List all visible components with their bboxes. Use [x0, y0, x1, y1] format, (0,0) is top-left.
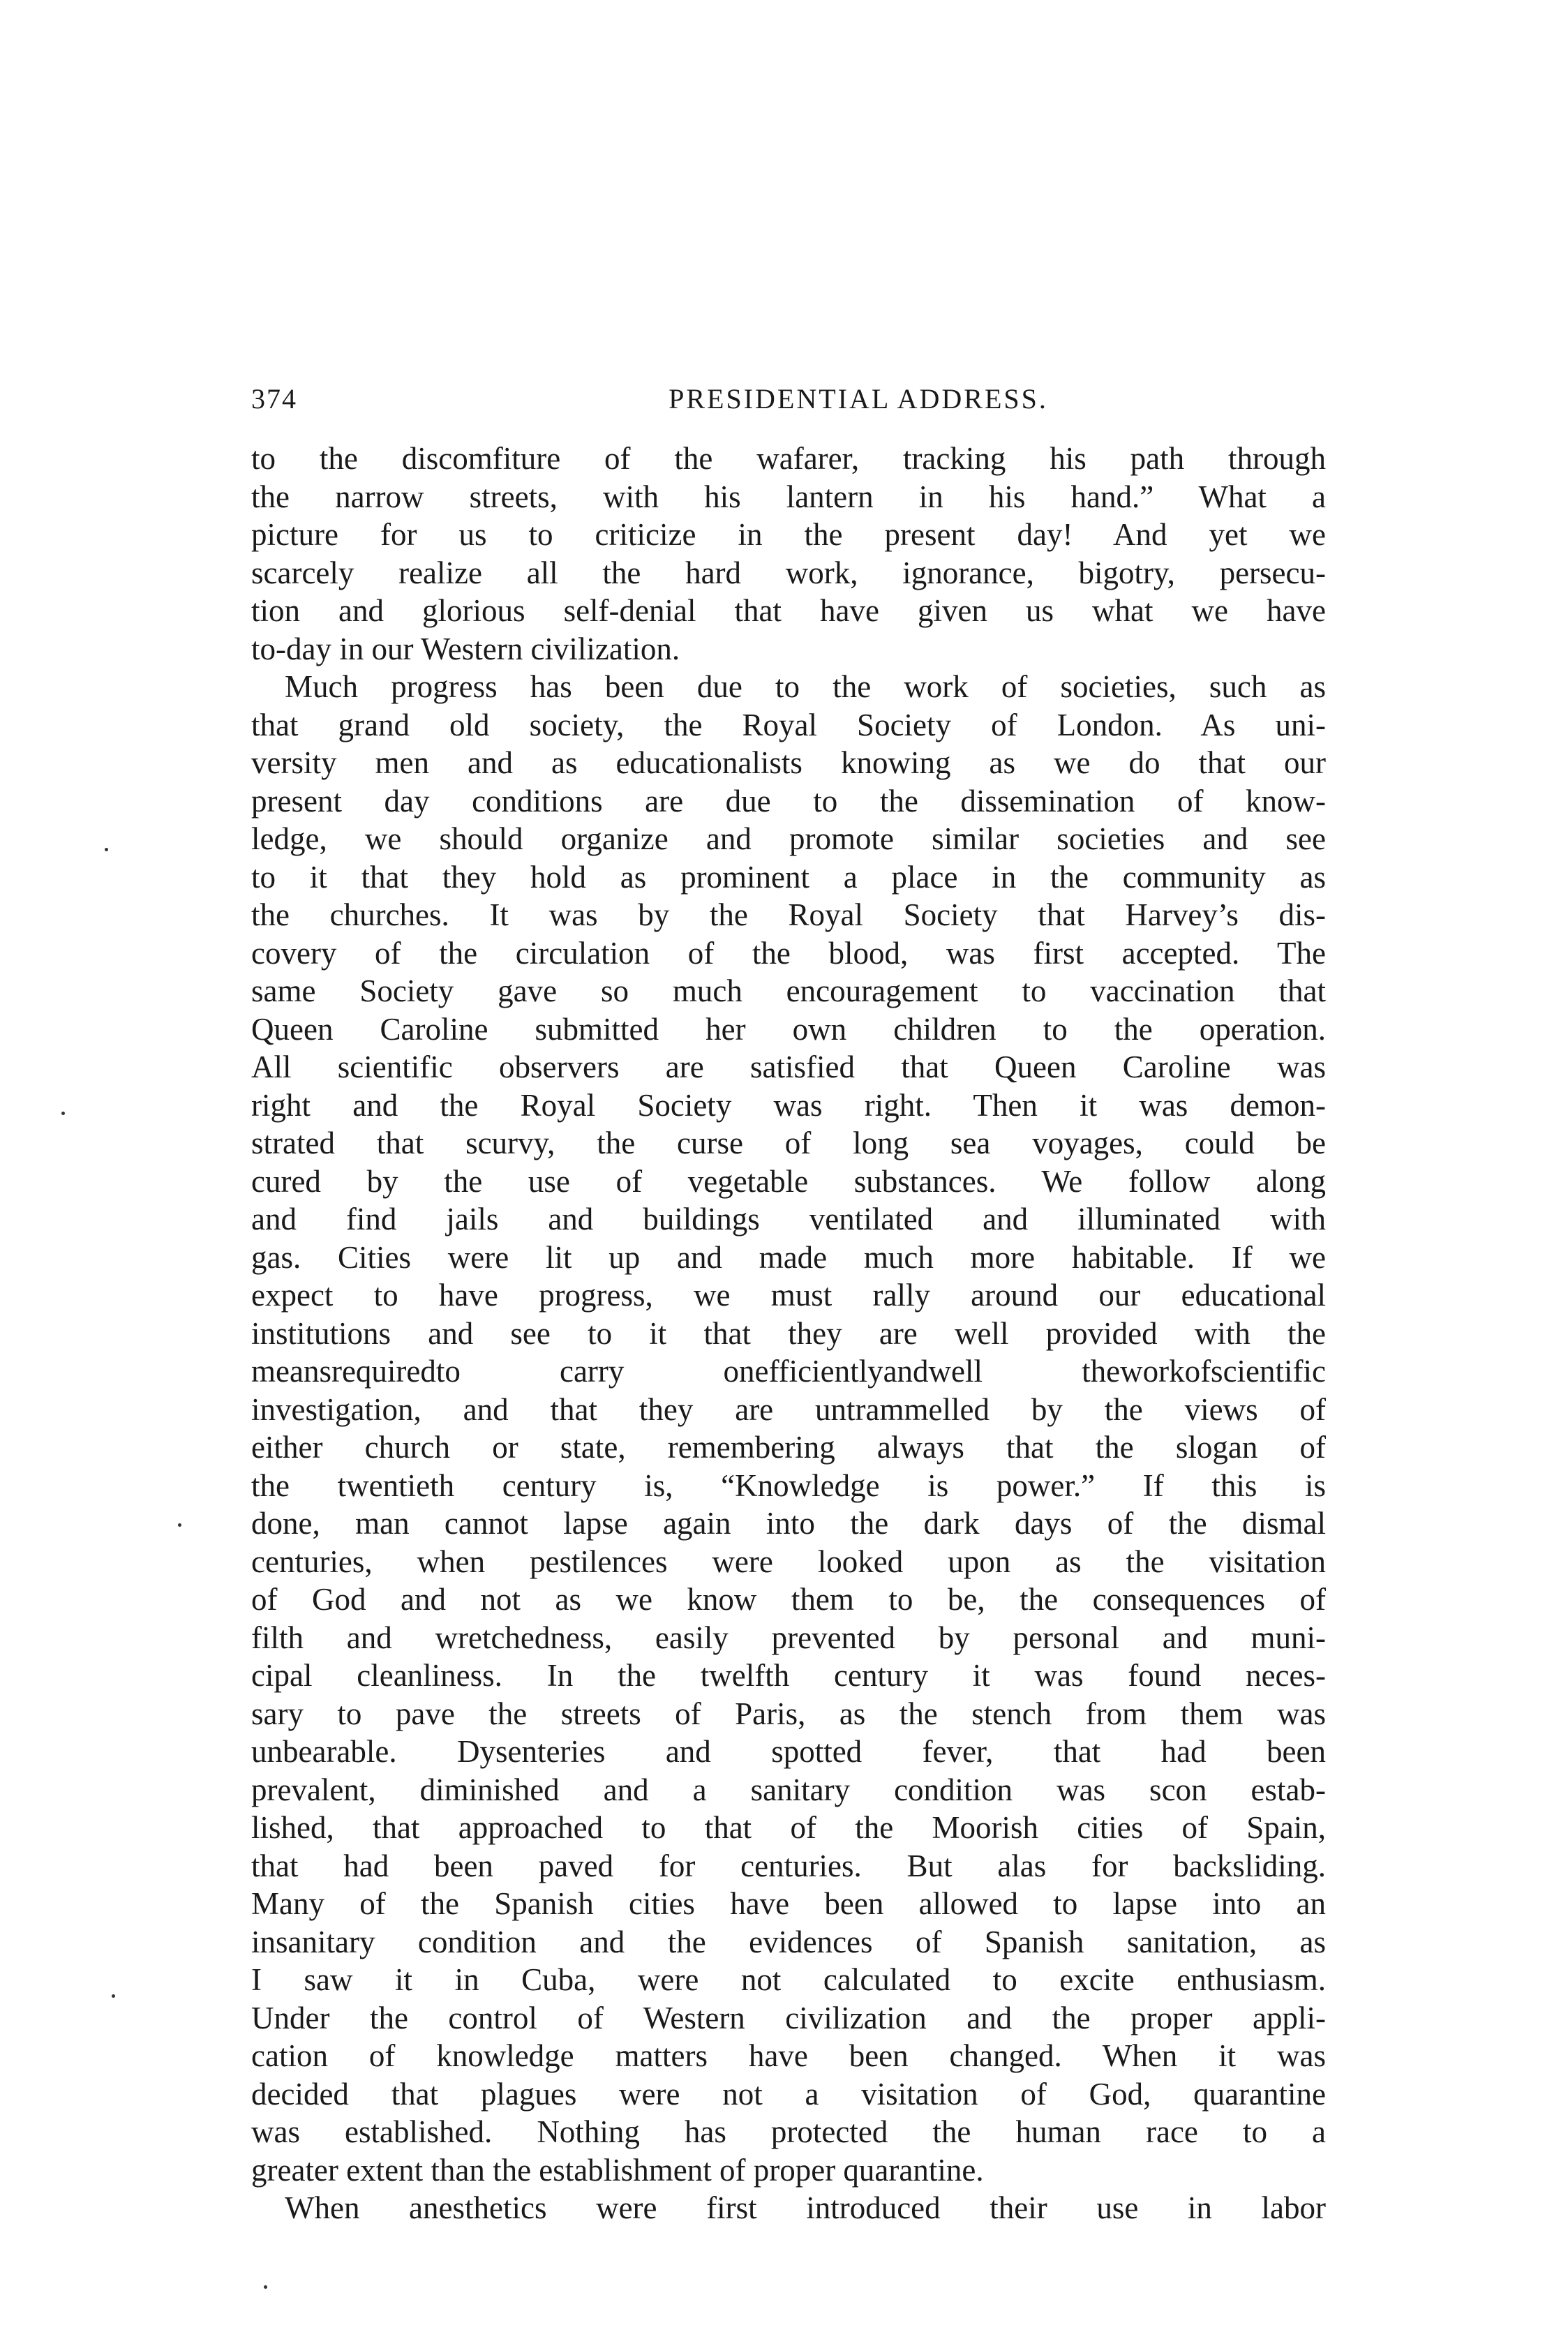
text-line: the twentieth century is, “Knowledge is power.” If this is	[251, 1467, 1326, 1503]
text-line: All scientific observers are satisfied that Queen Caroline was	[251, 1049, 1326, 1084]
text-line: present day conditions are due to the dissemination of know-	[251, 783, 1326, 819]
text-line: of God and not as we know them to be, the consequences of	[251, 1582, 1326, 1617]
text-line: to-day in our Western civilization.	[251, 631, 680, 666]
text-line: either church or state, remembering always that the slogan of	[251, 1430, 1326, 1465]
text-line: greater extent than the establishment of proper quarantine.	[251, 2152, 984, 2188]
text-line: decided that plagues were not a visitation of God, quarantine	[251, 2076, 1326, 2112]
text-line: insanitary condition and the evidences of Spanish sanitation, as	[251, 1924, 1326, 1959]
text-line: covery of the circulation of the blood, was first accepted. The	[251, 935, 1326, 971]
text-line: gas. Cities were lit up and made much more habitable. If we	[251, 1239, 1326, 1275]
scan-speck	[61, 1112, 65, 1115]
text-line: strated that scurvy, the curse of long sea voyages, could be	[251, 1126, 1326, 1160]
text-line: cipal cleanliness. In the twelfth century it was found neces-	[251, 1658, 1326, 1693]
text-line: the churches. It was by the Royal Society that Harvey’s dis-	[251, 897, 1326, 932]
text-line: unbearable. Dysenteries and spotted fever, that had been	[251, 1734, 1326, 1769]
text-line: prevalent, diminished and a sanitary condition was scon estab-	[251, 1772, 1326, 1807]
body-text	[251, 440, 1326, 2227]
text-line: done, man cannot lapse again into the dark days of the dismal	[251, 1506, 1326, 1541]
scan-speck	[264, 2285, 267, 2289]
text-line: versity men and as educationalists knowing as we do that our	[251, 745, 1326, 780]
text-line: to the discomfiture of the wafarer, tracking his path through	[251, 441, 1326, 476]
text-line: lished, that approached to that of the Moorish cities of Spain,	[251, 1810, 1326, 1845]
text-line: right and the Royal Society was right. Then it was demon-	[251, 1087, 1326, 1123]
text-line: and find jails and buildings ventilated and illuminated with	[251, 1202, 1326, 1236]
text-line: cured by the use of vegetable substances. We follow along	[251, 1163, 1326, 1199]
text-line: investigation, and that they are untrammelled by the views of	[251, 1391, 1326, 1427]
text-line: When anesthetics were first introduced their use in labor	[285, 2190, 1326, 2225]
text-line: was established. Nothing has protected the human race to a	[251, 2114, 1326, 2149]
text-line: centuries, when pestilences were looked upon as the visitation	[251, 1544, 1326, 1579]
text-line: sary to pave the streets of Paris, as the stench from them was	[251, 1696, 1326, 1731]
text-line: I saw it in Cuba, were not calculated to excite enthusiasm.	[251, 1962, 1326, 1997]
scan-speck	[112, 1994, 115, 1998]
text-line: Much progress has been due to the work of societies, such as	[285, 669, 1326, 704]
text-line: institutions and see to it that they are well provided with the	[251, 1315, 1326, 1351]
text-line: tion and glorious self-denial that have given us what we have	[251, 593, 1326, 628]
text-line: to it that they hold as prominent a place in the community as	[251, 859, 1326, 895]
text-line: cation of knowledge matters have been changed. When it was	[251, 2038, 1326, 2073]
text-line: scarcely realize all the hard work, ignorance, bigotry, persecu-	[251, 555, 1326, 590]
text-line: meansrequiredto carry onefficientlyandwell theworkofscientific	[251, 1354, 1326, 1389]
page-number: 374	[251, 383, 297, 414]
running-title: PRESIDENTIAL ADDRESS.	[669, 383, 1048, 414]
text-line: same Society gave so much encouragement to vaccination that	[251, 973, 1326, 1008]
text-line: Under the control of Western civilization and the proper appli-	[251, 2000, 1326, 2035]
text-line: that had been paved for centuries. But alas for backsliding.	[251, 1848, 1326, 1883]
text-line: picture for us to criticize in the present day! And yet we	[251, 517, 1326, 552]
text-line: the narrow streets, with his lantern in his hand.” What a	[251, 479, 1326, 514]
running-head	[251, 382, 1326, 424]
text-line: filth and wretchedness, easily prevented by personal and muni-	[251, 1620, 1326, 1655]
scan-speck	[105, 848, 108, 851]
scan-speck	[178, 1523, 181, 1527]
text-line: expect to have progress, we must rally around our educational	[251, 1278, 1326, 1313]
text-line: that grand old society, the Royal Society of London. As uni-	[251, 707, 1326, 742]
text-line: ledge, we should organize and promote similar societies and see	[251, 821, 1326, 856]
text-line: Many of the Spanish cities have been allowed to lapse into an	[251, 1886, 1326, 1921]
text-line: Queen Caroline submitted her own children to the operation.	[251, 1011, 1326, 1047]
